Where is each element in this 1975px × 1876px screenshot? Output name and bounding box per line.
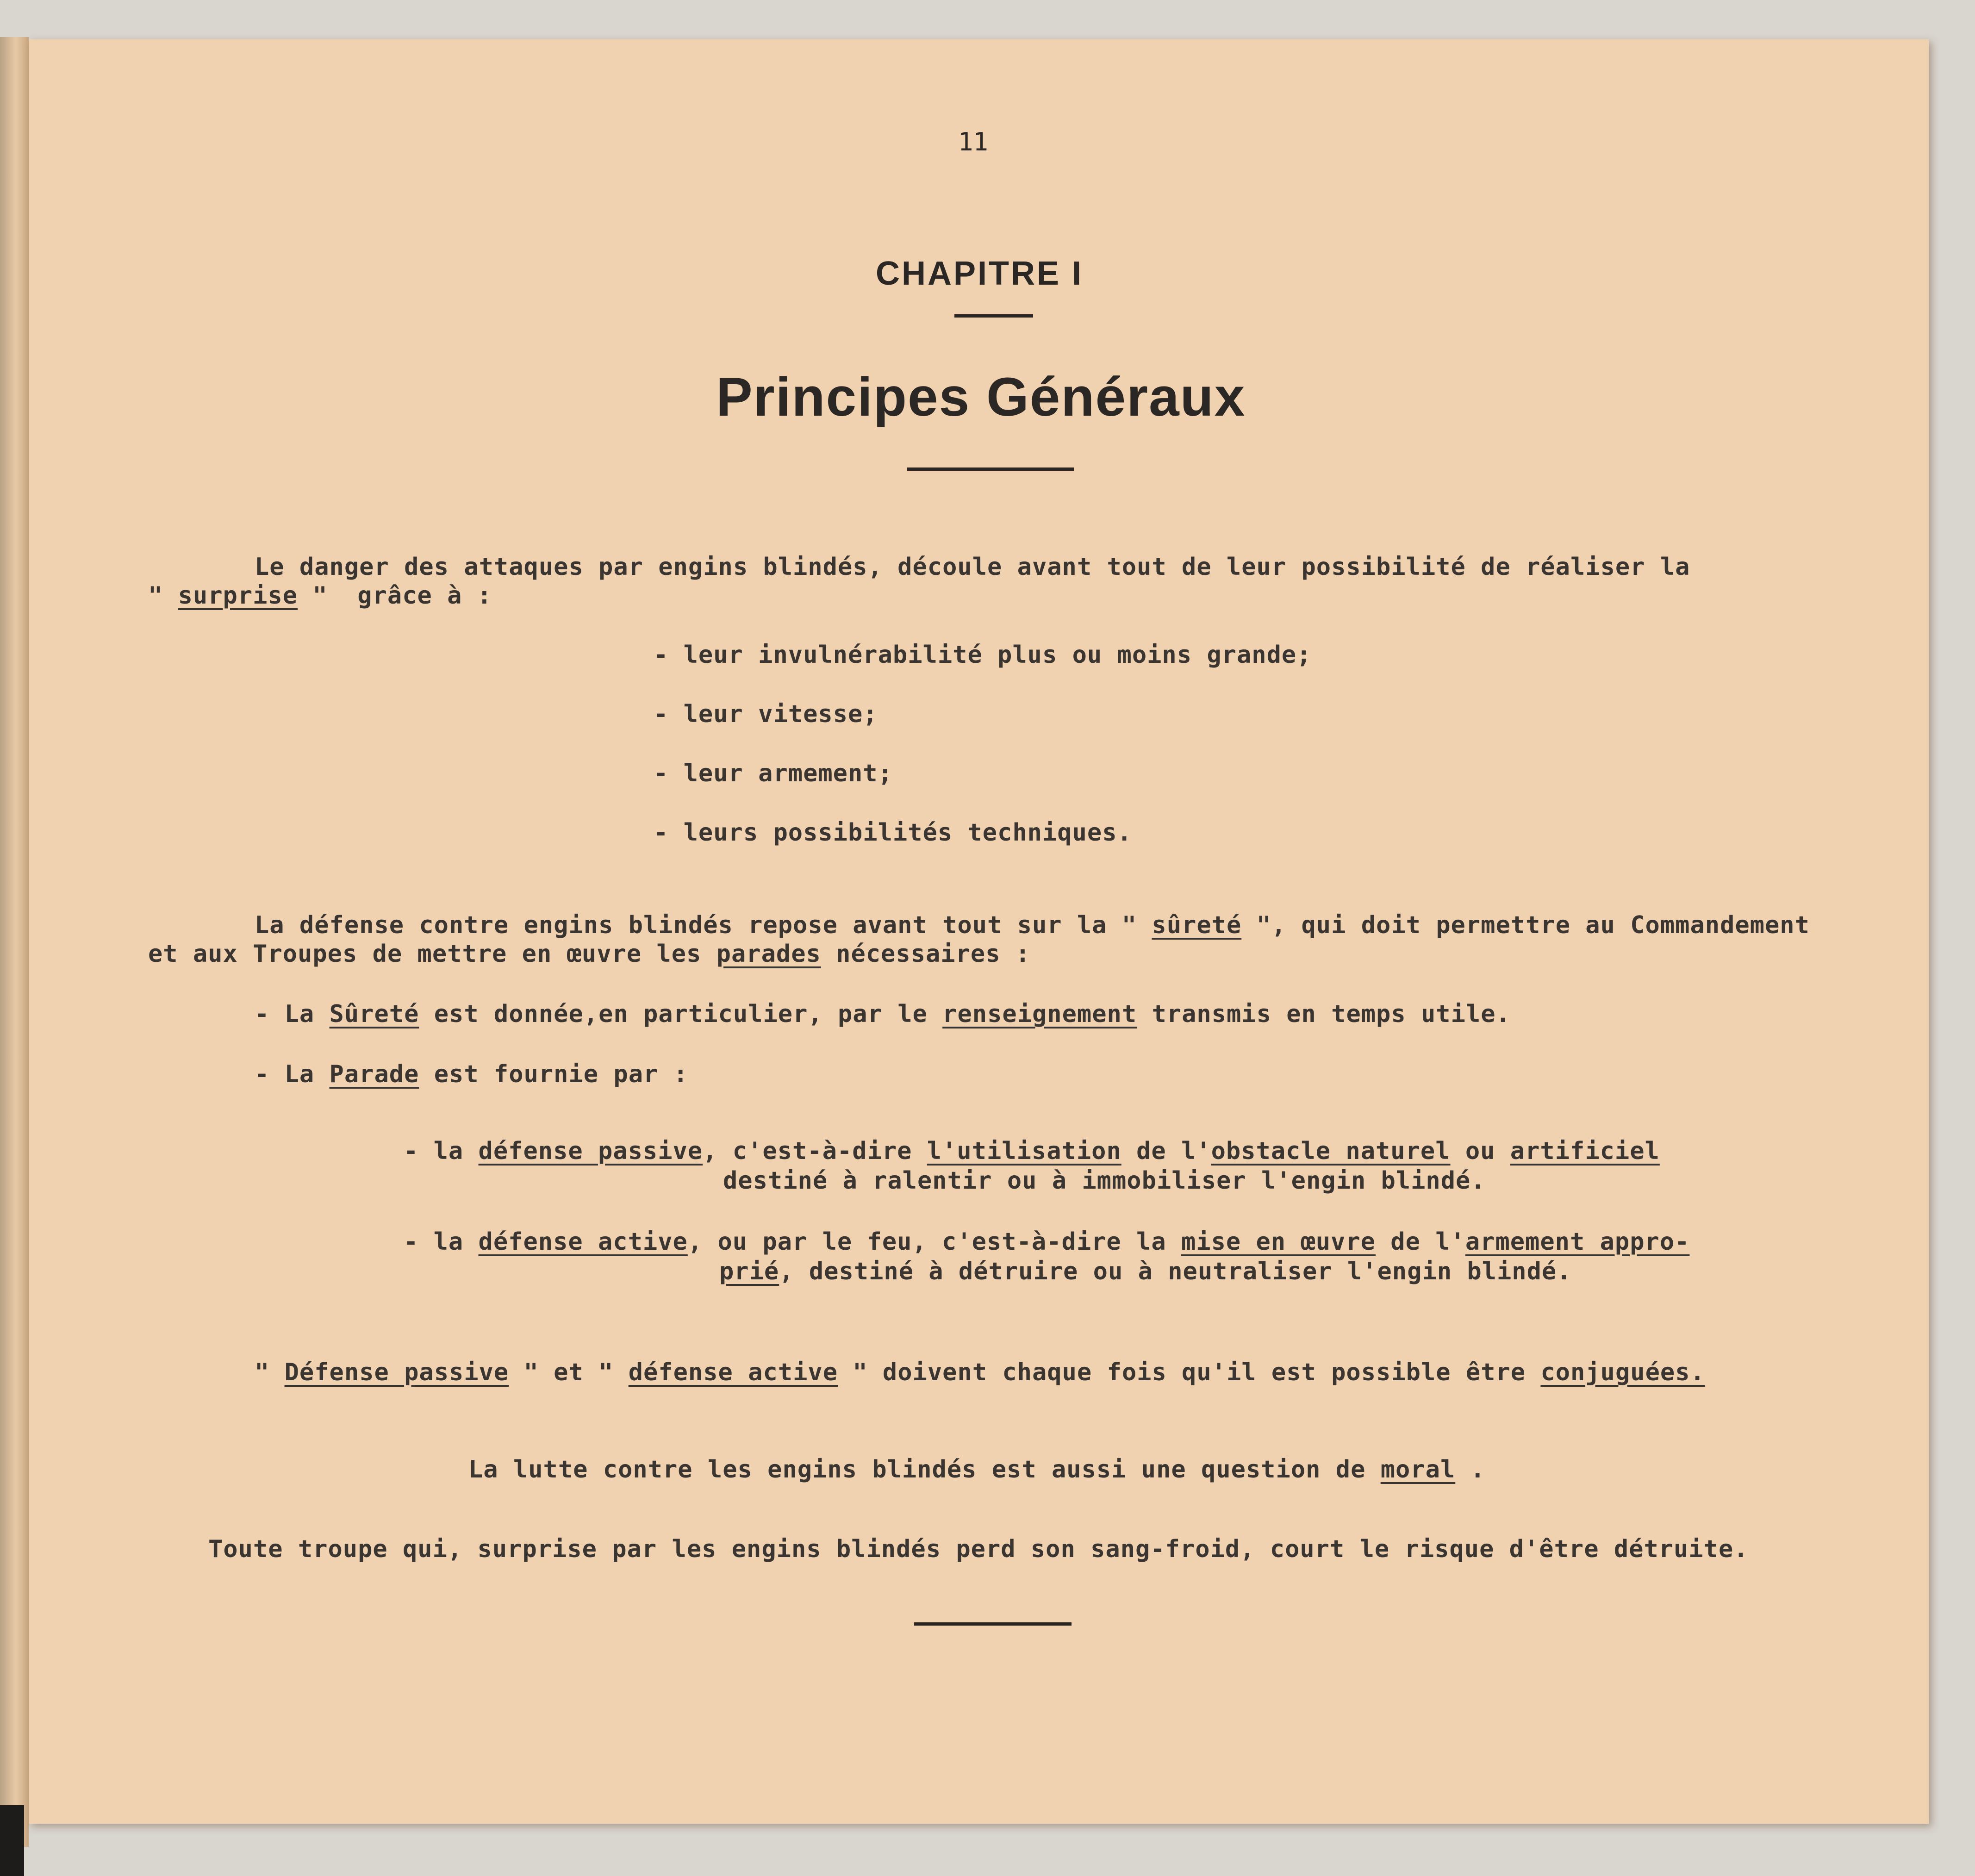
- book-binding: [0, 37, 29, 1847]
- underline-defense-passive: défense passive: [478, 1137, 703, 1165]
- underline-armement-appro: armement appro-: [1465, 1228, 1690, 1256]
- underline-conjuguees: conjuguées.: [1540, 1359, 1705, 1386]
- paragraph-1-line-2: " surprise " grâce à :: [148, 582, 492, 610]
- closing-rule: [914, 1622, 1072, 1626]
- list-item-possibilites: - leurs possibilités techniques.: [654, 819, 1132, 847]
- moral-line: La lutte contre les engins blindés est aussi une question de moral .: [468, 1456, 1485, 1483]
- underline-prie: prié: [719, 1258, 779, 1285]
- defense-passive-line-2: destiné à ralentir ou à immobiliser l'engin blindé.: [723, 1167, 1486, 1195]
- defense-active-line-2: prié, destiné à détruire ou à neutraliser l'engin blindé.: [719, 1258, 1572, 1285]
- underline-artificiel: artificiel: [1510, 1137, 1660, 1165]
- closing-sentence: Toute troupe qui, surprise par les engins blindés perd son sang-froid, court le risque d'être détruite.: [208, 1535, 1749, 1563]
- page-number: 11: [958, 127, 989, 156]
- chapter-heading: CHAPITRE I: [876, 255, 1084, 292]
- parade-line: - La Parade est fournie par :: [255, 1060, 688, 1088]
- surete-line: - La Sûreté est donnée,en particulier, par le renseignement transmis en temps utile.: [255, 1000, 1511, 1028]
- paragraph-2-line-1: La défense contre engins blindés repose avant tout sur la " sûreté ", qui doit permettre au Commandement: [255, 911, 1810, 939]
- underline-surete-2: Sûreté: [329, 1000, 419, 1028]
- defense-active-line-1: - la défense active, ou par le feu, c'est-à-dire la mise en œuvre de l'armement appro-: [404, 1228, 1690, 1256]
- underline-renseignement: renseignement: [942, 1000, 1137, 1028]
- underline-obstacle-naturel: obstacle naturel: [1211, 1137, 1451, 1165]
- defense-passive-line-1: - la défense passive, c'est-à-dire l'utilisation de l'obstacle naturel ou artificiel: [404, 1137, 1660, 1165]
- underline-defense-passive-2: Défense passive: [284, 1359, 509, 1386]
- title-rule: [907, 467, 1074, 471]
- underline-utilisation: l'utilisation: [927, 1137, 1121, 1165]
- document-page: [29, 39, 1929, 1824]
- chapter-rule: [954, 314, 1033, 318]
- page-title: Principes Généraux: [716, 367, 1246, 428]
- list-item-armement: - leur armement;: [654, 760, 893, 787]
- underline-surete: sûreté: [1152, 911, 1242, 939]
- underline-defense-active-2: défense active: [628, 1359, 838, 1386]
- underline-defense-active: défense active: [478, 1228, 688, 1256]
- underline-moral: moral: [1380, 1456, 1456, 1483]
- paragraph-1-line-1: Le danger des attaques par engins blindés, découle avant tout de leur possibilité de réaliser la: [255, 553, 1690, 581]
- binding-tab: [0, 1805, 24, 1876]
- underline-mise-en-oeuvre: mise en œuvre: [1181, 1228, 1376, 1256]
- list-item-vitesse: - leur vitesse;: [654, 700, 878, 728]
- underline-surprise: surprise: [178, 582, 298, 610]
- list-item-invulnerabilite: - leur invulnérabilité plus ou moins grande;: [654, 641, 1312, 669]
- underline-parade: Parade: [329, 1060, 419, 1088]
- underline-parades: parades: [716, 940, 821, 968]
- paragraph-3: " Défense passive " et " défense active " doivent chaque fois qu'il est possible être conjuguées.: [255, 1359, 1705, 1386]
- paragraph-2-line-2: et aux Troupes de mettre en œuvre les parades nécessaires :: [148, 940, 1031, 968]
